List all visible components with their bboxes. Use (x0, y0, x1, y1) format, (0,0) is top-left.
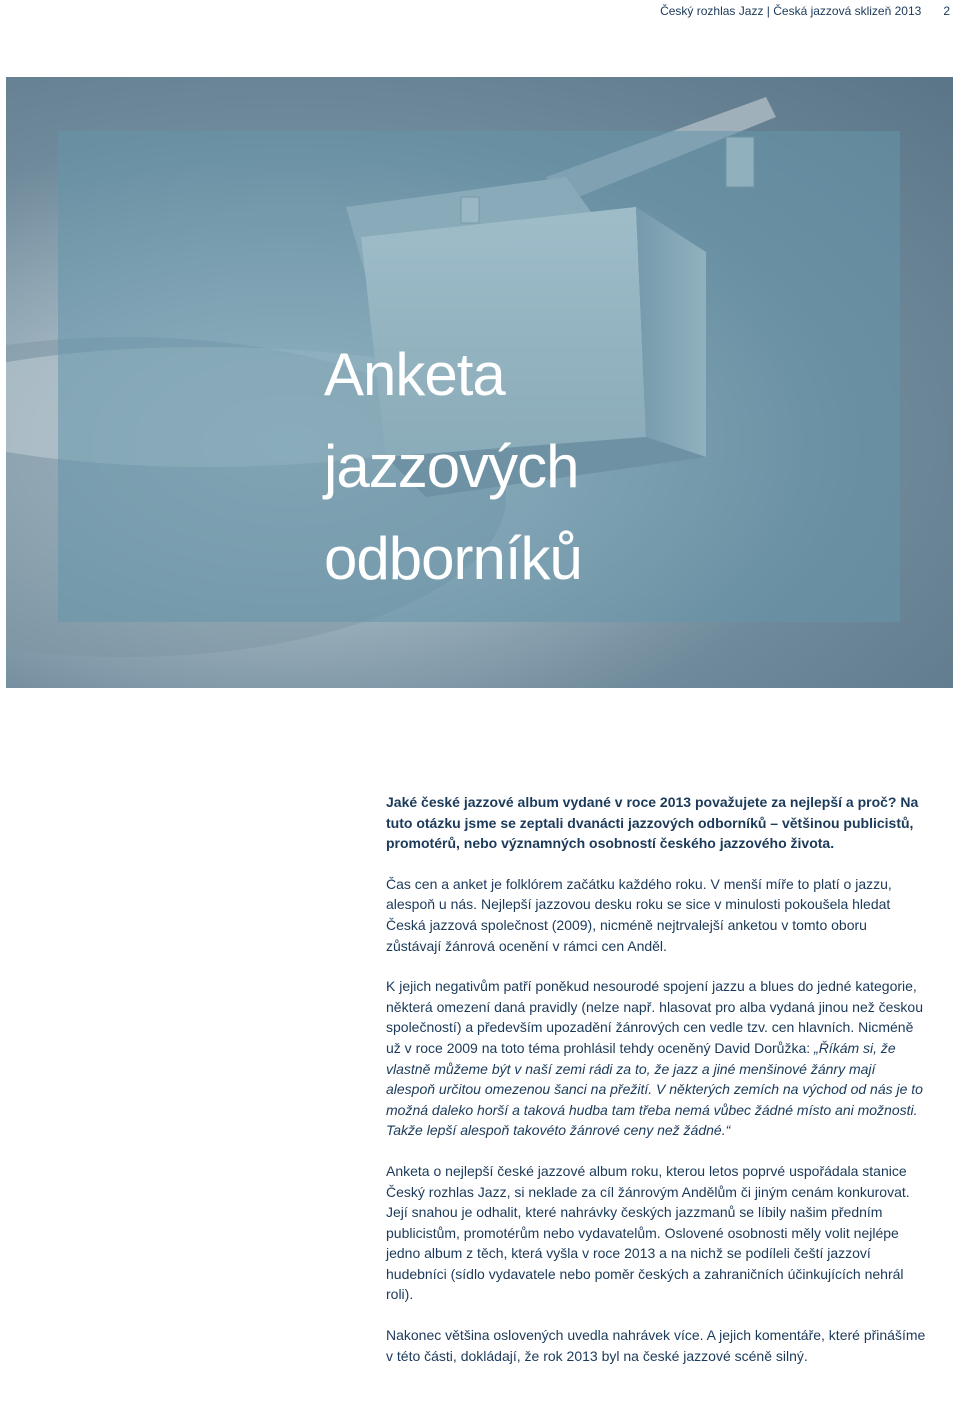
paragraph-3: Anketa o nejlepší české jazzové album roku, kterou letos poprvé uspořádala stanice Český rozhlas Jazz, si neklade za cíl žánrovým Andělům či jiným cenám konkurovat. Její snahou je odhalit, které nahrávky českých jazzmanů se líbily našim předním publicistům, promotérům nebo vydavatelům. Oslovené osobnosti měly volit nejlépe jedno album z těch, která vyšla v roce 2013 a na nichž se podíleli čeští jazzoví hudebníci (sídlo vydavatele nebo poměr českých a zahraničních účinkujících nehrál roli). (386, 1162, 910, 1303)
article-body (386, 792, 926, 1386)
title-line-1: Anketa (324, 341, 505, 408)
paragraph-2 (386, 976, 926, 1141)
article-lead: Jaké české jazzové album vydané v roce 2013 považujete za nejlepší a proč? Na tuto otázku jsme se zeptali dvanácti jazzových odborníků – většinou publicistů, promotérů, nebo významných osobností českého jazzového života. (386, 794, 919, 852)
title-line-3: odborníků (324, 524, 582, 592)
hero-image (6, 77, 953, 688)
title-line-2: jazzových (324, 432, 579, 500)
paragraph-4: Nakonec většina oslovených uvedla nahrávek více. A jejich komentáře, které přinášíme v této části, dokládají, že rok 2013 byl na české jazzové scéně silný. (386, 1327, 926, 1364)
page-number: 2 (943, 4, 950, 18)
publication-title: Český rozhlas Jazz | Česká jazzová sklizeň 2013 (660, 4, 922, 18)
doruzka-quote: „Říkám si, že vlastně můžeme být v naší zemi rádi za to, že jazz a jiné menšinové žánry mají alespoň určitou omezenou šanci na přežití. V některých zemích na východ od nás je to možná daleko horší a taková hudba tam třeba nemá vůbec žádné místo ani možnosti. Takže lepší alespoň takovéto žánrové ceny než žádné.“ (386, 1039, 923, 1139)
paragraph-1: Čas cen a anket je folklórem začátku každého roku. V menší míře to platí o jazzu, alespoň u nás. Nejlepší jazzovou desku roku se sice v minulosti pokoušela hledat Česká jazzová společnost (2009), nicméně nejtrvalejší anketou v tomto oboru zůstávají žánrová ocenění v rámci cen Anděl. (386, 875, 892, 954)
paragraph-2-text: K jejich negativům patří poněkud nesourodé spojení jazzu a blues do jedné kategorie, některá omezení daná pravidly (nelze např. hlasovat pro alba vydaná jinou než českou společností) a především upozadění žánrových cen vedle tzv. cen hlavních. Nicméně už v roce 2009 na toto téma prohlásil tehdy oceněný David Dorůžka: (386, 978, 923, 1056)
page-title (324, 329, 582, 604)
running-header (660, 4, 950, 18)
